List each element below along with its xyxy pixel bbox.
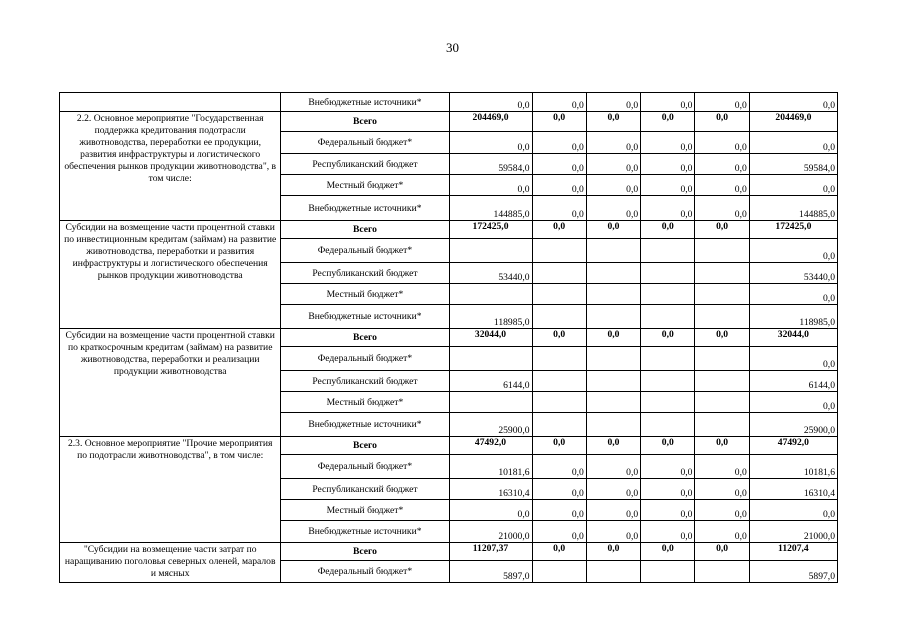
amount-total-cell: 0,0 xyxy=(749,239,837,263)
amount-cell: 0,0 xyxy=(641,479,695,500)
amount-total-cell: 21000,0 xyxy=(749,521,837,543)
table-row xyxy=(60,93,838,112)
amount-cell: 0,0 xyxy=(641,543,695,561)
amount-total-cell: 5897,0 xyxy=(749,561,837,583)
activity-description: Субсидии на возмещение части процентной ставки по краткосрочным кредитам (займам) на развитие животноводства, переработки и реализации продукции животноводства xyxy=(60,329,281,437)
table-row-total xyxy=(60,543,838,561)
amount-cell xyxy=(532,347,586,371)
amount-cell: 0,0 xyxy=(641,154,695,175)
amount-cell: 47492,0 xyxy=(449,437,532,455)
amount-cell: 10181,6 xyxy=(449,455,532,479)
funding-source: Местный бюджет* xyxy=(281,392,449,413)
amount-cell xyxy=(586,392,640,413)
amount-cell: 118985,0 xyxy=(449,305,532,329)
amount-cell: 0,0 xyxy=(532,479,586,500)
funding-source: Федеральный бюджет* xyxy=(281,455,449,479)
amount-cell xyxy=(586,371,640,392)
amount-cell: 0,0 xyxy=(586,93,640,112)
amount-total-cell: 53440,0 xyxy=(749,263,837,284)
activity-description: Субсидии на возмещение части процентной ставки по инвестиционным кредитам (займам) на развитие животноводства, переработки и развития инфраструктуры и логистического обеспечения рынков продукции животноводства xyxy=(60,221,281,329)
amount-cell xyxy=(641,347,695,371)
amount-cell: 144885,0 xyxy=(449,196,532,221)
amount-total-cell: 0,0 xyxy=(749,132,837,154)
amount-cell: 0,0 xyxy=(532,500,586,521)
funding-source: Всего xyxy=(281,112,449,132)
activity-description: "Субсидии на возмещение части затрат по наращиванию поголовья северных оленей, маралов и мясных xyxy=(60,543,281,583)
funding-source: Федеральный бюджет* xyxy=(281,347,449,371)
amount-total-cell: 0,0 xyxy=(749,175,837,196)
amount-cell: 0,0 xyxy=(695,175,749,196)
amount-cell: 0,0 xyxy=(586,521,640,543)
amount-cell xyxy=(641,239,695,263)
amount-cell: 0,0 xyxy=(695,479,749,500)
amount-cell: 0,0 xyxy=(641,329,695,347)
activity-description: 2.2. Основное мероприятие "Государственная поддержка кредитования подотрасли животноводства, переработки ее продукции, развития инфраструктуры и логистического обеспечения рынков продукции животноводства", в том числе: xyxy=(60,112,281,221)
amount-cell: 0,0 xyxy=(449,500,532,521)
amount-cell xyxy=(641,413,695,437)
funding-source: Внебюджетные источники* xyxy=(281,413,449,437)
amount-cell: 0,0 xyxy=(695,196,749,221)
amount-cell xyxy=(586,305,640,329)
amount-cell xyxy=(532,239,586,263)
amount-cell: 0,0 xyxy=(532,112,586,132)
amount-total-cell: 0,0 xyxy=(749,392,837,413)
amount-cell xyxy=(695,561,749,583)
amount-cell: 0,0 xyxy=(641,500,695,521)
amount-total-cell: 32044,0 xyxy=(749,329,837,347)
amount-cell xyxy=(449,239,532,263)
amount-total-cell: 204469,0 xyxy=(749,112,837,132)
funding-source: Местный бюджет* xyxy=(281,284,449,305)
funding-source: Федеральный бюджет* xyxy=(281,561,449,583)
amount-cell xyxy=(695,392,749,413)
page-number: 30 xyxy=(446,40,459,55)
amount-cell xyxy=(641,392,695,413)
amount-total-cell: 59584,0 xyxy=(749,154,837,175)
funding-source: Местный бюджет* xyxy=(281,500,449,521)
amount-cell xyxy=(695,284,749,305)
amount-cell: 0,0 xyxy=(532,196,586,221)
amount-cell: 0,0 xyxy=(586,112,640,132)
amount-total-cell: 11207,4 xyxy=(749,543,837,561)
amount-cell xyxy=(532,561,586,583)
funding-source: Республиканский бюджет xyxy=(281,479,449,500)
amount-cell xyxy=(586,284,640,305)
amount-cell: 0,0 xyxy=(695,154,749,175)
amount-cell xyxy=(449,284,532,305)
amount-cell: 0,0 xyxy=(641,132,695,154)
amount-cell xyxy=(695,371,749,392)
amount-cell xyxy=(532,305,586,329)
activity-description xyxy=(60,93,281,112)
funding-source: Местный бюджет* xyxy=(281,175,449,196)
amount-cell xyxy=(641,371,695,392)
amount-cell: 0,0 xyxy=(532,521,586,543)
amount-total-cell: 0,0 xyxy=(749,284,837,305)
funding-source: Всего xyxy=(281,221,449,239)
amount-cell: 0,0 xyxy=(586,175,640,196)
amount-cell: 0,0 xyxy=(449,175,532,196)
amount-cell: 0,0 xyxy=(641,221,695,239)
amount-cell: 0,0 xyxy=(695,132,749,154)
funding-source: Республиканский бюджет xyxy=(281,154,449,175)
amount-total-cell: 0,0 xyxy=(749,500,837,521)
budget-table xyxy=(59,92,838,583)
amount-cell: 0,0 xyxy=(695,437,749,455)
funding-source: Внебюджетные источники* xyxy=(281,521,449,543)
amount-cell xyxy=(532,371,586,392)
amount-cell: 0,0 xyxy=(586,479,640,500)
amount-cell xyxy=(695,413,749,437)
amount-cell: 0,0 xyxy=(449,132,532,154)
amount-cell xyxy=(695,347,749,371)
amount-cell: 204469,0 xyxy=(449,112,532,132)
amount-cell xyxy=(695,263,749,284)
amount-cell: 0,0 xyxy=(695,500,749,521)
amount-cell: 0,0 xyxy=(532,437,586,455)
amount-cell: 0,0 xyxy=(641,455,695,479)
amount-cell: 0,0 xyxy=(695,329,749,347)
funding-source: Федеральный бюджет* xyxy=(281,132,449,154)
amount-cell: 0,0 xyxy=(695,112,749,132)
amount-total-cell: 172425,0 xyxy=(749,221,837,239)
amount-cell xyxy=(532,284,586,305)
funding-source: Всего xyxy=(281,437,449,455)
amount-cell: 0,0 xyxy=(586,132,640,154)
funding-source: Внебюджетные источники* xyxy=(281,305,449,329)
amount-cell xyxy=(586,239,640,263)
amount-cell: 16310,4 xyxy=(449,479,532,500)
amount-total-cell: 6144,0 xyxy=(749,371,837,392)
amount-cell: 0,0 xyxy=(586,500,640,521)
table-row-total xyxy=(60,329,838,347)
amount-cell: 0,0 xyxy=(532,543,586,561)
amount-total-cell: 16310,4 xyxy=(749,479,837,500)
amount-cell: 11207,37 xyxy=(449,543,532,561)
amount-cell: 0,0 xyxy=(532,93,586,112)
funding-source: Республиканский бюджет xyxy=(281,263,449,284)
amount-cell: 0,0 xyxy=(586,154,640,175)
amount-cell: 0,0 xyxy=(449,93,532,112)
table-row-total xyxy=(60,221,838,239)
amount-cell: 0,0 xyxy=(586,221,640,239)
amount-cell xyxy=(641,263,695,284)
amount-cell xyxy=(586,263,640,284)
amount-total-cell: 118985,0 xyxy=(749,305,837,329)
amount-cell: 0,0 xyxy=(641,112,695,132)
funding-source: Внебюджетные источники* xyxy=(281,93,449,112)
amount-cell xyxy=(532,392,586,413)
amount-cell xyxy=(449,392,532,413)
amount-cell: 0,0 xyxy=(532,221,586,239)
amount-cell: 5897,0 xyxy=(449,561,532,583)
amount-cell: 0,0 xyxy=(641,175,695,196)
table-row-total xyxy=(60,437,838,455)
amount-cell xyxy=(586,561,640,583)
amount-cell: 0,0 xyxy=(641,521,695,543)
amount-cell: 21000,0 xyxy=(449,521,532,543)
amount-cell: 32044,0 xyxy=(449,329,532,347)
amount-cell xyxy=(532,413,586,437)
amount-cell: 0,0 xyxy=(532,154,586,175)
amount-cell: 0,0 xyxy=(586,437,640,455)
amount-total-cell: 25900,0 xyxy=(749,413,837,437)
funding-source: Федеральный бюджет* xyxy=(281,239,449,263)
amount-cell: 25900,0 xyxy=(449,413,532,437)
amount-total-cell: 0,0 xyxy=(749,93,837,112)
activity-description: 2.3. Основное мероприятие "Прочие мероприятия по подотрасли животноводства", в том числе: xyxy=(60,437,281,543)
amount-cell xyxy=(695,239,749,263)
amount-cell: 59584,0 xyxy=(449,154,532,175)
funding-source: Всего xyxy=(281,543,449,561)
amount-cell: 0,0 xyxy=(695,543,749,561)
amount-cell: 0,0 xyxy=(586,455,640,479)
amount-cell: 0,0 xyxy=(532,455,586,479)
amount-cell xyxy=(449,347,532,371)
amount-cell: 0,0 xyxy=(641,437,695,455)
funding-source: Всего xyxy=(281,329,449,347)
amount-cell xyxy=(532,263,586,284)
amount-total-cell: 47492,0 xyxy=(749,437,837,455)
amount-cell: 0,0 xyxy=(586,329,640,347)
amount-cell: 53440,0 xyxy=(449,263,532,284)
amount-cell: 0,0 xyxy=(586,543,640,561)
funding-source: Внебюджетные источники* xyxy=(281,196,449,221)
amount-cell: 0,0 xyxy=(586,196,640,221)
amount-cell: 0,0 xyxy=(695,93,749,112)
amount-cell xyxy=(641,561,695,583)
amount-total-cell: 10181,6 xyxy=(749,455,837,479)
amount-cell: 172425,0 xyxy=(449,221,532,239)
amount-total-cell: 144885,0 xyxy=(749,196,837,221)
funding-source: Республиканский бюджет xyxy=(281,371,449,392)
amount-cell: 0,0 xyxy=(695,521,749,543)
amount-cell xyxy=(586,347,640,371)
amount-cell: 6144,0 xyxy=(449,371,532,392)
amount-cell: 0,0 xyxy=(532,132,586,154)
amount-cell xyxy=(695,305,749,329)
amount-cell: 0,0 xyxy=(532,329,586,347)
table-row-total xyxy=(60,112,838,132)
amount-cell xyxy=(586,413,640,437)
amount-total-cell: 0,0 xyxy=(749,347,837,371)
amount-cell: 0,0 xyxy=(695,221,749,239)
amount-cell: 0,0 xyxy=(641,196,695,221)
amount-cell: 0,0 xyxy=(641,93,695,112)
amount-cell xyxy=(641,284,695,305)
amount-cell xyxy=(641,305,695,329)
amount-cell: 0,0 xyxy=(695,455,749,479)
amount-cell: 0,0 xyxy=(532,175,586,196)
